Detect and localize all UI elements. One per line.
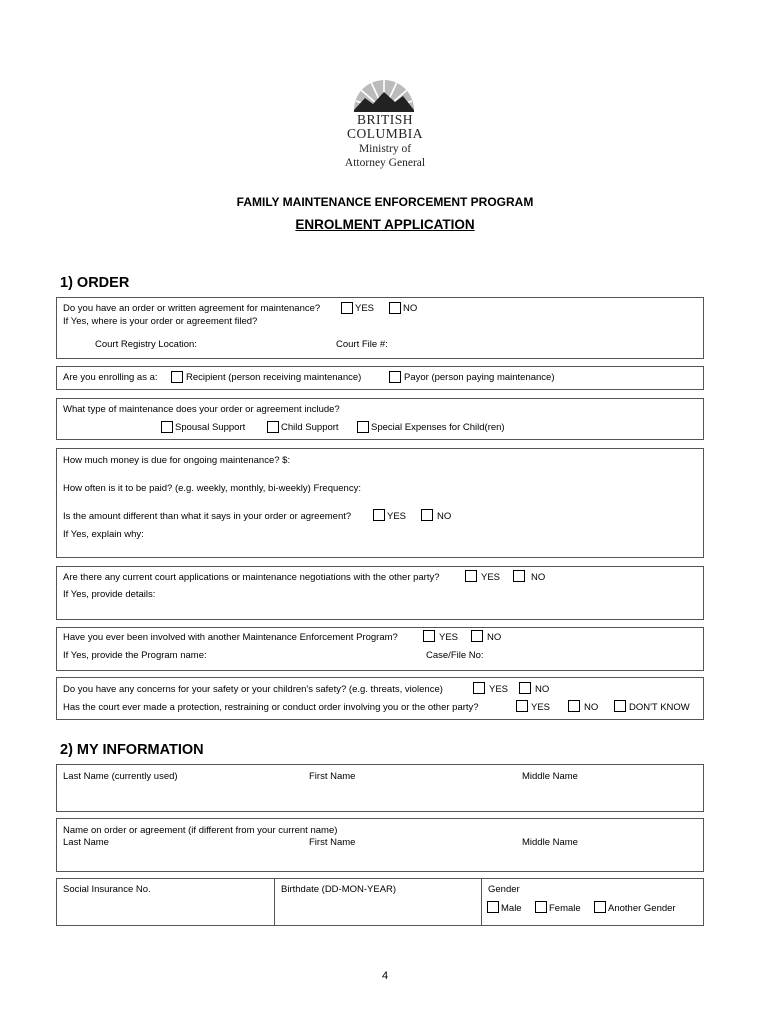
order-no-label: NO	[403, 303, 418, 314]
other-program-no-label: NO	[487, 632, 502, 643]
protection-dont-know-checkbox[interactable]	[614, 700, 626, 712]
amount-different-yes-checkbox[interactable]	[373, 509, 385, 521]
recipient-checkbox[interactable]	[171, 371, 183, 383]
sin-label: Social Insurance No.	[63, 884, 151, 895]
safety-no-label: NO	[535, 684, 550, 695]
safety-yes-checkbox[interactable]	[473, 682, 485, 694]
protection-no-label: NO	[584, 702, 599, 713]
order-last-name-label: Last Name	[63, 837, 109, 848]
amount-different-no-label: NO	[437, 511, 452, 522]
order-name-label: Name on order or agreement (if different from your current name)	[63, 825, 338, 836]
gender-label: Gender	[488, 884, 520, 895]
bc-sun-mountain-icon	[351, 70, 417, 112]
order-yes-checkbox[interactable]	[341, 302, 353, 314]
court-applications-question: Are there any current court applications or maintenance negotiations with the other party?	[63, 572, 440, 583]
logo-british: BRITISH	[356, 112, 413, 127]
child-support-checkbox[interactable]	[267, 421, 279, 433]
female-checkbox[interactable]	[535, 901, 547, 913]
middle-name-label: Middle Name	[522, 771, 578, 782]
amount-different-question: Is the amount different than what it says in your order or agreement?	[63, 511, 352, 522]
money-due-question: How much money is due for ongoing maintenance? $:	[63, 455, 291, 466]
spousal-support-label: Spousal Support	[175, 422, 246, 433]
provide-details-label: If Yes, provide details:	[63, 589, 156, 600]
program-name-label: If Yes, provide the Program name:	[63, 650, 207, 661]
my-information-heading: 2) MY INFORMATION	[60, 742, 204, 758]
court-file-label: Court File #:	[336, 339, 388, 350]
order-question: Do you have an order or written agreement for maintenance?	[63, 303, 321, 314]
protection-no-checkbox[interactable]	[568, 700, 580, 712]
order-heading: 1) ORDER	[60, 275, 130, 291]
court-applications-no-checkbox[interactable]	[513, 570, 525, 582]
logo-columbia: COLUMBIA	[346, 126, 423, 141]
spousal-support-checkbox[interactable]	[161, 421, 173, 433]
logo-ministry: Ministry of	[358, 143, 412, 155]
male-label: Male	[501, 903, 522, 914]
case-file-label: Case/File No:	[426, 650, 484, 661]
birthdate-label: Birthdate (DD-MON-YEAR)	[281, 884, 397, 895]
order-no-checkbox[interactable]	[389, 302, 401, 314]
page-number: 4	[381, 970, 389, 982]
safety-question: Do you have any concerns for your safety or your children's safety? (e.g. threats, violence)	[63, 684, 443, 695]
protection-order-question: Has the court ever made a protection, restraining or conduct order involving you or the other party?	[63, 702, 479, 713]
other-program-yes-label: YES	[439, 632, 459, 643]
female-label: Female	[549, 903, 581, 914]
protection-yes-checkbox[interactable]	[516, 700, 528, 712]
enrolling-question: Are you enrolling as a:	[63, 372, 158, 383]
divider	[274, 878, 275, 926]
special-expenses-label: Special Expenses for Child(ren)	[371, 422, 505, 433]
explain-why-label: If Yes, explain why:	[63, 529, 144, 540]
divider	[481, 878, 482, 926]
frequency-question: How often is it to be paid? (e.g. weekly, monthly, bi-weekly) Frequency:	[63, 483, 361, 494]
amount-different-yes-label: YES	[387, 511, 407, 522]
court-applications-yes-label: YES	[481, 572, 501, 583]
safety-no-checkbox[interactable]	[519, 682, 531, 694]
recipient-label: Recipient (person receiving maintenance)	[186, 372, 362, 383]
protection-yes-label: YES	[531, 702, 551, 713]
order-first-name-label: First Name	[309, 837, 356, 848]
protection-dont-know-label: DON'T KNOW	[629, 702, 690, 713]
safety-yes-label: YES	[489, 684, 509, 695]
special-expenses-checkbox[interactable]	[357, 421, 369, 433]
male-checkbox[interactable]	[487, 901, 499, 913]
maintenance-type-question: What type of maintenance does your order or agreement include?	[63, 404, 340, 415]
court-registry-label: Court Registry Location:	[95, 339, 197, 350]
first-name-label: First Name	[309, 771, 356, 782]
amount-different-no-checkbox[interactable]	[421, 509, 433, 521]
payor-label: Payor (person paying maintenance)	[404, 372, 555, 383]
other-program-yes-checkbox[interactable]	[423, 630, 435, 642]
logo-attorney: Attorney General	[344, 157, 426, 169]
another-gender-checkbox[interactable]	[594, 901, 606, 913]
other-program-no-checkbox[interactable]	[471, 630, 483, 642]
bc-logo	[340, 70, 430, 180]
payor-checkbox[interactable]	[389, 371, 401, 383]
order-filed-question: If Yes, where is your order or agreement filed?	[63, 316, 258, 327]
program-title: FAMILY MAINTENANCE ENFORCEMENT PROGRAM	[236, 195, 534, 209]
court-applications-no-label: NO	[531, 572, 546, 583]
court-applications-yes-checkbox[interactable]	[465, 570, 477, 582]
other-program-question: Have you ever been involved with another Maintenance Enforcement Program?	[63, 632, 398, 643]
form-title: ENROLMENT APPLICATION	[295, 217, 475, 232]
last-name-label: Last Name (currently used)	[63, 771, 178, 782]
order-middle-name-label: Middle Name	[522, 837, 578, 848]
order-yes-label: YES	[355, 303, 375, 314]
another-gender-label: Another Gender	[608, 903, 676, 914]
child-support-label: Child Support	[281, 422, 339, 433]
